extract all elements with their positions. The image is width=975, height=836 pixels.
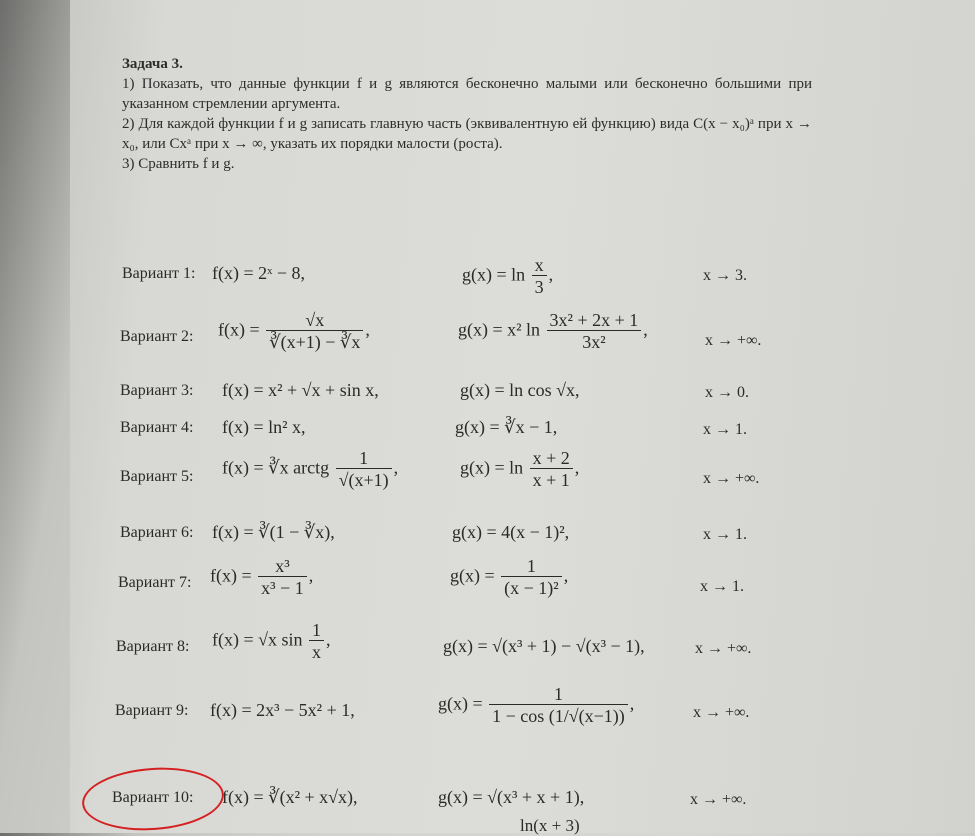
g-expression: g(x) = ln $\frac{x + 2}{x + 1}$ , (460, 448, 580, 490)
variant-row-9 (0, 684, 975, 724)
limit-condition: x → 1. (703, 526, 747, 543)
f-expression: f(x) = ln² x, (222, 417, 306, 437)
variant-label: Вариант 6: (120, 524, 194, 541)
variant-row-7 (0, 556, 975, 596)
g-expression: g(x) = 4(x − 1)², (452, 522, 570, 542)
variant-row-6 (0, 520, 975, 560)
variant-label: Вариант 10: (112, 789, 194, 806)
f-expression: f(x) = ∛x arctg $\frac{1}{√(x+1)}$ , (222, 448, 399, 490)
limit-condition: x → +∞. (703, 470, 760, 487)
variant-row-2 (0, 310, 975, 350)
limit-condition: x → +∞. (693, 704, 750, 721)
task-item-1: 1) Показать, что данные функции f и g являются бесконечно малыми или бесконечно большими при указанном стремлении аргумента. (122, 76, 812, 112)
variant-row-1 (0, 255, 975, 295)
variant-label: Вариант 8: (116, 638, 190, 655)
limit-condition: x → 0. (705, 384, 749, 401)
g-expression: g(x) = x² ln $\frac{\text{3x² + 2x + 1}}{\text{3x²}}$ , (458, 310, 648, 352)
limit-condition: x → +∞. (690, 791, 747, 808)
variant-label: Вариант 4: (120, 419, 194, 436)
f-expression: f(x) = x² + √x + sin x, (222, 380, 379, 400)
variant-label: Вариант 2: (120, 328, 194, 345)
variant-row-8 (0, 620, 975, 660)
f-expression: f(x) = √x sin $\frac{1}{x}$ , (212, 620, 331, 662)
g-expression: g(x) = $\frac{1}{1 - \cos (1/√(x-1))}$ , (438, 684, 635, 726)
limit-condition: x → +∞. (695, 640, 752, 657)
variant-label: Вариант 9: (115, 702, 189, 719)
task-item-3: 3) Сравнить f и g. (122, 156, 235, 172)
g-expression: g(x) = √(x³ + x + 1), (438, 787, 585, 807)
g-expression: g(x) = ∛x − 1, (455, 417, 558, 437)
cut-off-fragment: ln(x + 3) (520, 816, 580, 835)
limit-condition: x → 3. (703, 267, 747, 284)
limit-condition: x → 1. (700, 578, 744, 595)
limit-condition: x → +∞. (705, 332, 762, 349)
f-expression: f(x) = $\frac{√x}{∛(x+1) - ∛x}$ , (218, 310, 370, 352)
g-expression: g(x) = ln $\frac{x}{3}$ , (462, 255, 554, 297)
g-expression: g(x) = $\frac{1}{\text{(x − 1)²}}$ , (450, 556, 569, 598)
variant-row-5 (0, 448, 975, 488)
f-expression: f(x) = $\frac{\text{x³}}{\text{x³ − 1}}$ , (210, 556, 314, 598)
task-header (122, 54, 812, 174)
f-expression: f(x) = ∛(1 − ∛x), (212, 522, 335, 542)
variant-label: Вариант 5: (120, 468, 194, 485)
variant-label: Вариант 7: (118, 574, 192, 591)
f-expression: f(x) = ∛(x² + x√x), (222, 787, 358, 807)
variant-label: Вариант 1: (122, 265, 196, 282)
task-item-2: 2) Для каждой функции f и g записать главную часть (эквивалентную ей функцию) вида C(x − x₀)ᵃ при x → x₀, или Cxᵃ при x → ∞, указать их порядки малости (роста). (122, 116, 812, 152)
limit-condition: x → 1. (703, 421, 747, 438)
g-expression: g(x) = √(x³ + 1) − √(x³ − 1), (443, 636, 645, 656)
g-expression: g(x) = ln cos √x, (460, 380, 580, 400)
variant-label: Вариант 3: (120, 382, 194, 399)
f-expression: f(x) = 2ˣ − 8, (212, 263, 305, 283)
f-expression: f(x) = 2x³ − 5x² + 1, (210, 700, 355, 720)
variant-row-3 (0, 378, 975, 418)
task-title: Задача 3. (122, 56, 183, 72)
